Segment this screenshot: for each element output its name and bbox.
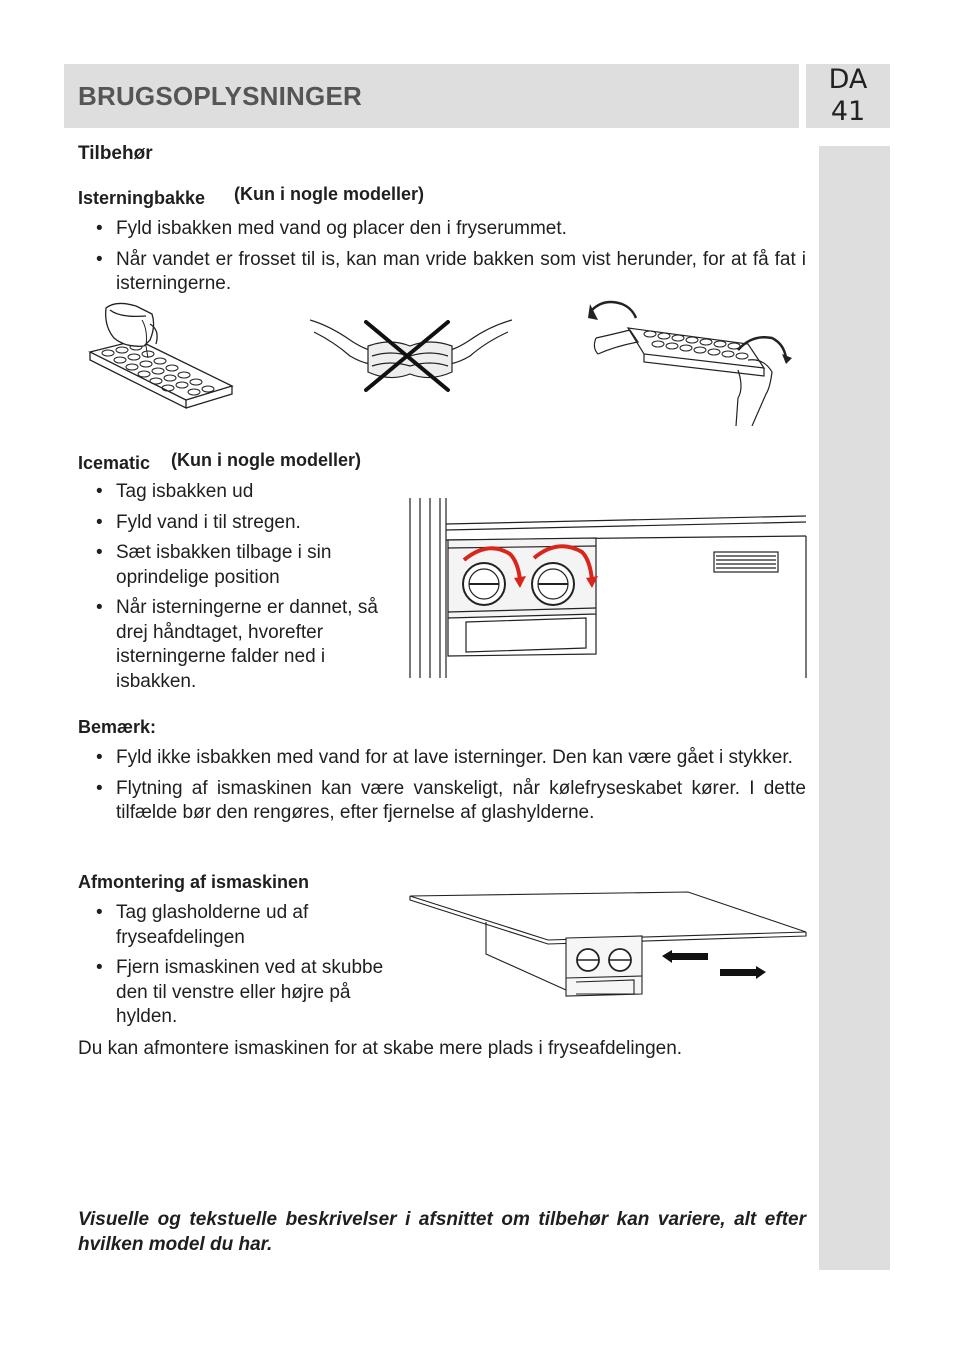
tray-twist-correct-illustration — [588, 298, 798, 426]
list-item: • Sæt isbakken tilbage i sin oprindelige position — [78, 541, 388, 590]
page-number: 41 — [830, 96, 866, 127]
language-code: DA — [828, 64, 868, 95]
list-item: • Fyld vand i til stregen. — [78, 511, 388, 536]
afmontering-title: Afmontering af ismaskinen — [78, 872, 310, 892]
isterningbakke-list — [78, 217, 806, 303]
list-item: • Tag glasholderne ud af fryseafdelingen — [78, 901, 408, 950]
tray-filling-illustration — [86, 300, 236, 412]
page-title: BRUGSOPLYSNINGER — [78, 81, 362, 111]
list-item: • Når isterningerne er dannet, så drej håndtaget, hvorefter isterningerne falder ned i isbakken. — [78, 596, 388, 694]
list-item: • Fjern ismaskinen ved at skubbe den til venstre eller højre på hylden. — [78, 956, 408, 1030]
afmontering-footer-text: Du kan afmontere ismaskinen for at skabe mere plads i fryseafdelingen. — [78, 1038, 683, 1059]
list-item: • Flytning af ismaskinen kan være vanskeligt, når kølefryseskabet kører. I dette tilfælde bør den rengøres, efter fjernelse af glashylderne. — [78, 777, 806, 826]
side-strip — [819, 146, 890, 1270]
list-item: • Når vandet er frosset til is, kan man vride bakken som vist herunder, for at få fat i isterningerne. — [78, 248, 806, 297]
icematic-title: Icematic — [78, 453, 151, 473]
icematic-note: (Kun i nogle modeller) — [171, 450, 362, 470]
bemaerk-title: Bemærk: — [78, 717, 157, 737]
bemaerk-list — [78, 746, 806, 832]
list-item: • Fyld ikke isbakken med vand for at lave isterninger. Den kan være gået i stykker. — [78, 746, 806, 771]
list-item: • Fyld isbakken med vand og placer den i fryserummet. — [78, 217, 806, 242]
afmontering-list — [78, 901, 408, 1036]
tray-twist-wrong-illustration — [310, 316, 512, 396]
icematic-illustration — [406, 496, 808, 680]
isterningbakke-title: Isterningbakke — [78, 188, 206, 208]
icemaker-removal-illustration — [408, 890, 808, 1002]
icematic-list — [78, 480, 388, 700]
section-title: Tilbehør — [78, 143, 153, 164]
isterningbakke-note: (Kun i nogle modeller) — [234, 184, 425, 204]
disclaimer-note: Visuelle og tekstuelle beskrivelser i afsnittet om tilbehør kan variere, alt efter hvilken model du har. — [78, 1209, 806, 1255]
list-item: • Tag isbakken ud — [78, 480, 388, 505]
